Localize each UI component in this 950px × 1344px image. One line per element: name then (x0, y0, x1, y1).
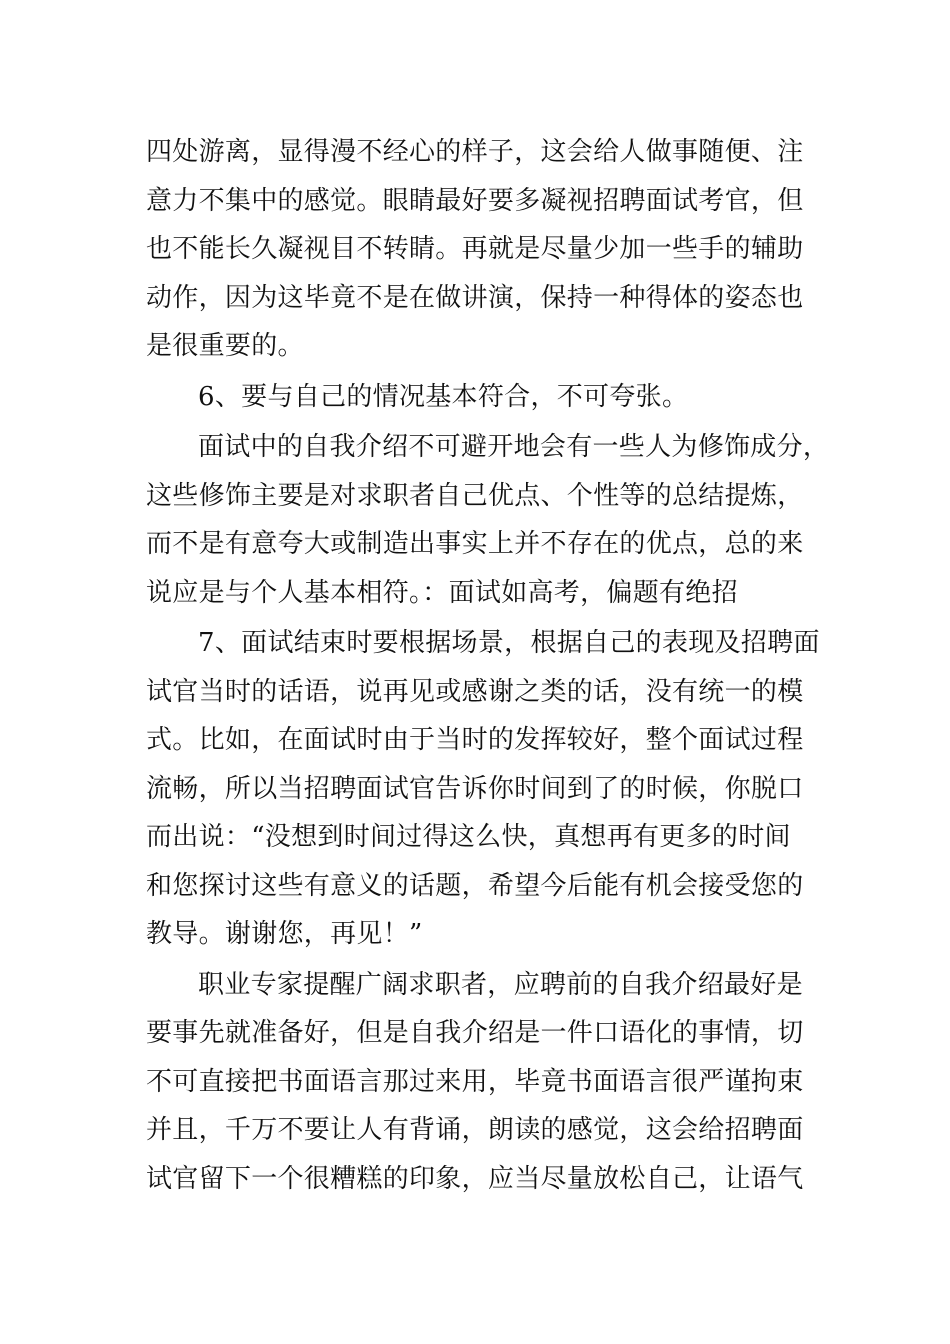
text-line: 而出说：“没想到时间过得这么快，真想再有更多的时间 (146, 822, 791, 852)
text-line: 6、要与自己的情况基本符合，不可夸张。 (198, 381, 689, 412)
text-line: 职业专家提醒广阔求职者，应聘前的自我介绍最好是 (198, 969, 803, 1000)
text-line: 教导。谢谢您，再见！” (146, 919, 423, 949)
text-line: 并且，千万不要让人有背诵，朗读的感觉，这会给招聘面 (146, 1115, 804, 1145)
text-line: 试官当时的话语，说再见或感谢之类的话，没有统一的模 (146, 676, 804, 707)
text-line: 也不能长久凝视目不转睛。再就是尽量少加一些手的辅助 (146, 234, 804, 264)
paragraph-2 (146, 373, 806, 422)
text-line: 这些修饰主要是对求职者自己优点、个性等的总结提炼， (146, 480, 804, 511)
document-body (146, 128, 830, 1203)
text-line: 7、面试结束时要根据场景，根据自己的表现及招聘面 (198, 628, 820, 658)
text-line: 面试中的自我介绍不可避开地会有一些人为修饰成分， (198, 432, 830, 462)
text-line: 而不是有意夸大或制造出事实上并不存在的优点，总的来 (146, 529, 804, 559)
text-line: 式。比如，在面试时由于当时的发挥较好，整个面试过程 (146, 725, 804, 755)
text-line: 不可直接把书面语言那过来用，毕竟书面语言很严谨拘束 (146, 1066, 804, 1097)
text-line: 四处游离，显得漫不经心的样子，这会给人做事随便、注 (146, 137, 804, 167)
text-line: 流畅，所以当招聘面试官告诉你时间到了的时候，你脱口 (146, 773, 804, 804)
text-line: 意力不集中的感觉。眼睛最好要多凝视招聘面试考官，但 (146, 185, 804, 216)
paragraph-5 (146, 961, 806, 1204)
text-line: 是很重要的。 (146, 331, 304, 361)
text-line: 试官留下一个很糟糕的印象，应当尽量放松自己，让语气 (146, 1163, 804, 1194)
paragraph-1 (146, 128, 806, 371)
paragraph-3 (146, 423, 830, 617)
text-line: 要事先就准备好，但是自我介绍是一件口语化的事情，切 (146, 1018, 804, 1048)
text-line: 说应是与个人基本相符。：面试如高考，偏题有绝招 (146, 577, 738, 608)
text-line: 和您探讨这些有意义的话题，希望今后能有机会接受您的 (146, 870, 804, 901)
text-line: 动作，因为这毕竟不是在做讲演，保持一种得体的姿态也 (146, 282, 804, 313)
paragraph-4 (146, 619, 820, 959)
